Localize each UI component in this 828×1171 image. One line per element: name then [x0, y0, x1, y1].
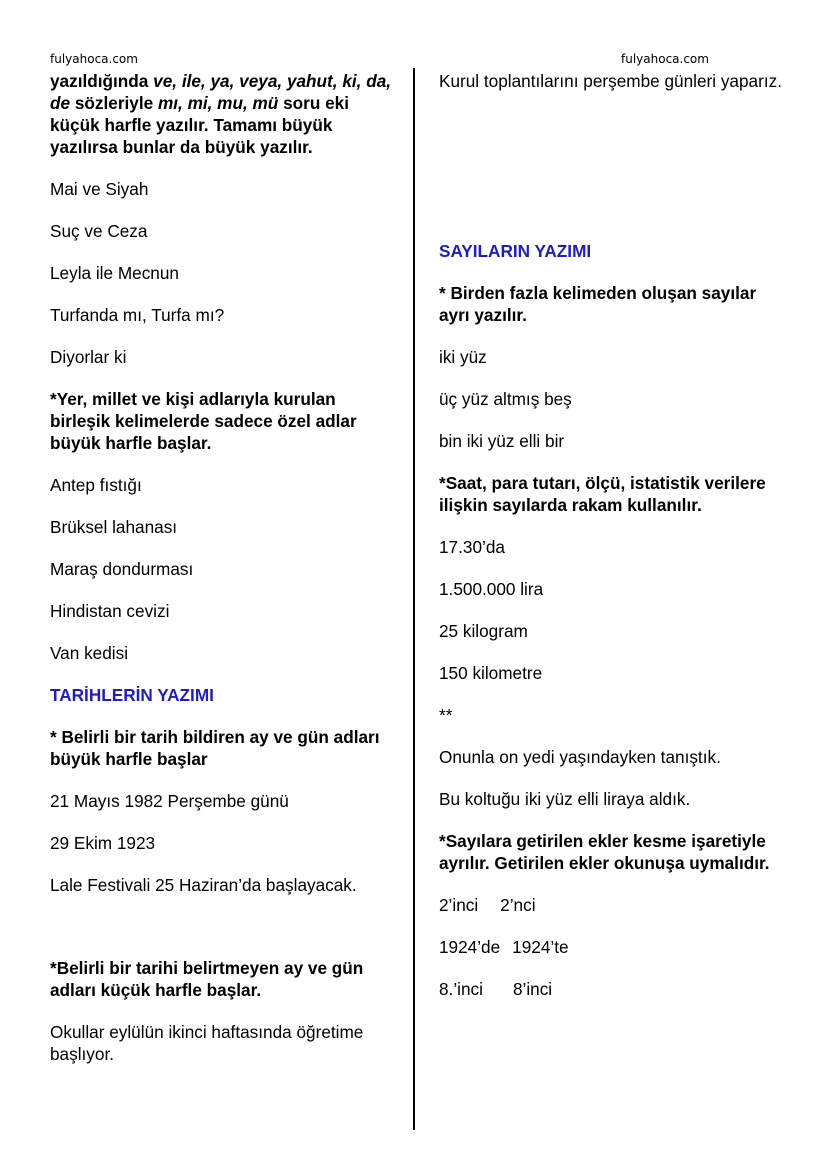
example-line: Mai ve Siyah: [50, 179, 149, 199]
left-column: [50, 70, 395, 1085]
pair-left: 8.’inci: [439, 979, 483, 999]
example-line: 21 Mayıs 1982 Perşembe günü: [50, 791, 289, 811]
suffix-example-pair: [439, 978, 784, 1000]
suffix-example-pair: [439, 936, 784, 958]
section-heading-dates: TARİHLERİN YAZIMI: [50, 685, 214, 705]
example-line: bin iki yüz elli bir: [439, 431, 565, 451]
example-line: iki yüz: [439, 347, 487, 367]
pair-left: 2’inci: [439, 895, 479, 915]
example-line: Lale Festivali 25 Haziran’da başlayacak.: [50, 875, 357, 895]
rule-number-suffixes: *Sayılara getirilen ekler kesme işaretiyle ayrılır. Getirilen ekler okunuşa uymalıdır.: [439, 831, 770, 873]
intro-question-particles: mı, mi, mu, mü: [157, 93, 279, 113]
spacer: [50, 916, 395, 957]
intro-conjunctions: ve, ile, ya, veya, yahut, ki, da, de: [50, 71, 392, 113]
column-divider: [413, 68, 415, 1130]
intro-text-1: yazıldığında: [50, 71, 154, 91]
intro-text-2: sözleriyle: [70, 93, 158, 113]
example-line: Turfanda mı, Turfa mı?: [50, 305, 225, 325]
watermark-right: fulyahoca.com: [621, 52, 709, 66]
example-line: 29 Ekim 1923: [50, 833, 156, 853]
watermark-left: fulyahoca.com: [50, 52, 138, 66]
example-line: Okullar eylülün ikinci haftasında öğretime başlıyor.: [50, 1022, 364, 1064]
pair-right: 1924’te: [512, 937, 569, 957]
example-line: Suç ve Ceza: [50, 221, 148, 241]
example-line: Maraş dondurması: [50, 559, 194, 579]
example-line: Van kedisi: [50, 643, 129, 663]
example-line: Bu koltuğu iki yüz elli liraya aldık.: [439, 789, 691, 809]
section-heading-numbers: SAYILARIN YAZIMI: [439, 241, 592, 261]
pair-right: 2’nci: [500, 895, 536, 915]
example-line: 150 kilometre: [439, 663, 543, 683]
rule-multiword-numbers: * Birden fazla kelimeden oluşan sayılar ayrı yazılır.: [439, 283, 757, 325]
pair-left: 1924’de: [439, 937, 501, 957]
rule-digits: *Saat, para tutarı, ölçü, istatistik verilere ilişkin sayılarda rakam kullanılır.: [439, 473, 766, 515]
rule-nonspecific-dates: *Belirli bir tarihi belirtmeyen ay ve gün adları küçük harfle başlar.: [50, 958, 364, 1000]
example-line: Hindistan cevizi: [50, 601, 170, 621]
example-line: Antep fıstığı: [50, 475, 142, 495]
example-line: Onunla on yedi yaşındayken tanıştık.: [439, 747, 721, 767]
suffix-example-pair: [439, 894, 784, 916]
example-line: Leyla ile Mecnun: [50, 263, 179, 283]
intro-text-3: soru eki küçük harfle yazılır. Tamamı büyük yazılırsa bunlar da büyük yazılır.: [50, 93, 350, 157]
intro-rule: [50, 70, 395, 158]
spacer: [439, 112, 784, 240]
example-line: Brüksel lahanası: [50, 517, 178, 537]
example-line: 1.500.000 lira: [439, 579, 544, 599]
example-line: 17.30’da: [439, 537, 505, 557]
example-line: 25 kilogram: [439, 621, 528, 641]
example-line: Diyorlar ki: [50, 347, 127, 367]
continued-example: Kurul toplantılarını perşembe günleri yaparız.: [439, 71, 782, 91]
right-column: [439, 70, 784, 1020]
rule-compound-names: *Yer, millet ve kişi adlarıyla kurulan birleşik kelimelerde sadece özel adlar büyük harfle başlar.: [50, 389, 357, 453]
example-line: üç yüz altmış beş: [439, 389, 572, 409]
rule-specific-dates: * Belirli bir tarih bildiren ay ve gün adları büyük harfle başlar: [50, 727, 380, 769]
pair-right: 8’inci: [512, 979, 553, 999]
stars-marker: **: [439, 705, 453, 725]
